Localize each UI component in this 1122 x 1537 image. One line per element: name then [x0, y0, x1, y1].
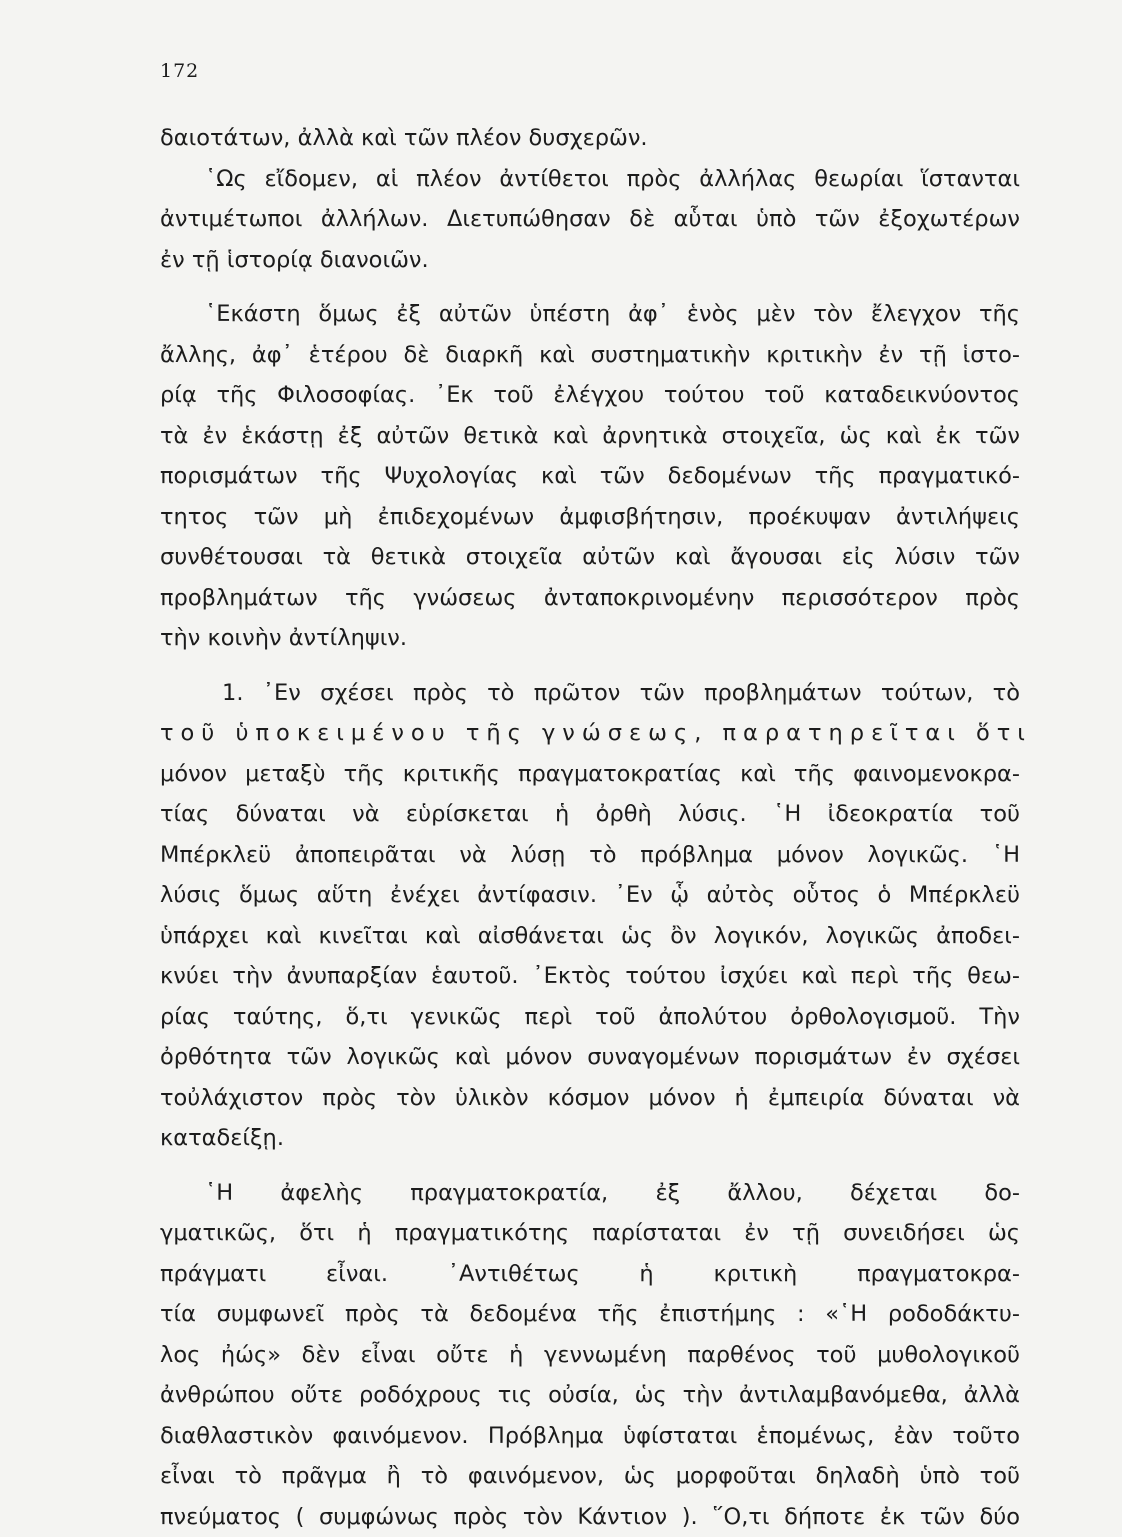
text-line: ρίᾳ τῆς Φιλοσοφίας. ᾿Εκ τοῦ ἐλέγχου τούτου τοῦ καταδεικνύοντος [160, 375, 1020, 416]
text-line: ἀντιμέτωποι ἀλλήλων. Διετυπώθησαν δὲ αὗται ὑπὸ τῶν ἐξοχωτέρων [160, 199, 1020, 240]
text-line: ἄλλης, ἀφ᾿ ἑτέρου δὲ διαρκῆ καὶ συστηματικὴν κριτικὴν ἐν τῇ ἱστο- [160, 335, 1020, 376]
text-line: λύσις ὅμως αὕτη ἐνέχει ἀντίφασιν. ᾿Εν ᾧ αὐτὸς οὗτος ὁ Μπέρκλεϋ [160, 875, 1020, 916]
text-line: τοὐλάχιστον πρὸς τὸν ὑλικὸν κόσμον μόνον ἡ ἐμπειρία δύναται νὰ [160, 1078, 1020, 1119]
text-line: ῾Εκάστη ὅμως ἐξ αὐτῶν ὑπέστη ἀφ᾿ ἑνὸς μὲν τὸν ἔλεγχον τῆς [160, 294, 1020, 335]
paragraph [160, 159, 1020, 281]
paragraph [160, 673, 1020, 1159]
paragraph [160, 294, 1020, 659]
text-line: ἀνθρώπου οὔτε ροδόχρους τις οὐσία, ὡς τὴν ἀντιλαμβανόμεθα, ἀλλὰ [160, 1375, 1020, 1416]
text-line: τίας δύναται νὰ εὑρίσκεται ἡ ὀρθὴ λύσις. ῾Η ἰδεοκρατία τοῦ [160, 794, 1020, 835]
text-line: Μπέρκλεϋ ἀποπειρᾶται νὰ λύσῃ τὸ πρόβλημα μόνον λογικῶς. ῾Η [160, 835, 1020, 876]
text-line: κνύει τὴν ἀνυπαρξίαν ἑαυτοῦ. ᾿Εκτὸς τούτου ἰσχύει καὶ περὶ τῆς θεω- [160, 956, 1020, 997]
text-line: ὀρθότητα τῶν λογικῶς καὶ μόνον συναγομένων πορισμάτων ἐν σχέσει [160, 1037, 1020, 1078]
text-line: πνεύματος ( συμφώνως πρὸς τὸν Κάντιον ). ῞Ο,τι δήποτε ἐκ τῶν δύο [160, 1497, 1020, 1537]
text-line: προβλημάτων τῆς γνώσεως ἀνταποκρινομένην περισσότερον πρὸς [160, 578, 1020, 619]
text-line: λος ἠώς» δὲν εἶναι οὔτε ἡ γεννωμένη παρθένος τοῦ μυθολογικοῦ [160, 1335, 1020, 1376]
text-line: γματικῶς, ὅτι ἡ πραγματικότης παρίσταται ἐν τῇ συνειδήσει ὡς [160, 1213, 1020, 1254]
text-line: 1. ᾿Εν σχέσει πρὸς τὸ πρῶτον τῶν προβλημάτων τούτων, τὸ [160, 673, 1020, 714]
text-line: ὑπάρχει καὶ κινεῖται καὶ αἰσθάνεται ὡς ὂν λογικόν, λογικῶς ἀποδει- [160, 916, 1020, 957]
text-line: τὰ ἐν ἑκάστῃ ἐξ αὐτῶν θετικὰ καὶ ἀρνητικὰ στοιχεῖα, ὡς καὶ ἐκ τῶν [160, 416, 1020, 457]
text-line: δαιοτάτων, ἀλλὰ καὶ τῶν πλέον δυσχερῶν. [160, 118, 1020, 159]
text-line: μόνον μεταξὺ τῆς κριτικῆς πραγματοκρατίας καὶ τῆς φαινομενοκρα- [160, 754, 1020, 795]
paragraph [160, 118, 1020, 159]
text-line: διαθλαστικὸν φαινόμενον. Πρόβλημα ὑφίσταται ἑπομένως, ἐὰν τοῦτο [160, 1416, 1020, 1457]
text-line: τητος τῶν μὴ ἐπιδεχομένων ἀμφισβήτησιν, προέκυψαν ἀντιλήψεις [160, 497, 1020, 538]
text-line: τοῦ ὑποκειμένου τῆς γνώσεως, παρατηρεῖται ὅτι [160, 713, 1020, 754]
body-text [160, 118, 1020, 1537]
text-line: τία συμφωνεῖ πρὸς τὰ δεδομένα τῆς ἐπιστήμης : «῾Η ροδοδάκτυ- [160, 1294, 1020, 1335]
text-line: ῾Ως εἴδομεν, αἱ πλέον ἀντίθετοι πρὸς ἀλλήλας θεωρίαι ἵστανται [160, 159, 1020, 200]
text-line: ρίας ταύτης, ὅ,τι γενικῶς περὶ τοῦ ἀπολύτου ὀρθολογισμοῦ. Τὴν [160, 997, 1020, 1038]
text-line: ἐν τῇ ἱστορίᾳ διανοιῶν. [160, 240, 1020, 281]
text-line: εἶναι τὸ πρᾶγμα ἢ τὸ φαινόμενον, ὡς μορφοῦται δηλαδὴ ὑπὸ τοῦ [160, 1456, 1020, 1497]
text-line: τὴν κοινὴν ἀντίληψιν. [160, 618, 1020, 659]
text-line: πορισμάτων τῆς Ψυχολογίας καὶ τῶν δεδομένων τῆς πραγματικό- [160, 456, 1020, 497]
text-line: πράγματι εἶναι. ᾿Αντιθέτως ἡ κριτικὴ πραγματοκρα- [160, 1254, 1020, 1295]
text-line: συνθέτουσαι τὰ θετικὰ στοιχεῖα αὐτῶν καὶ ἄγουσαι εἰς λύσιν τῶν [160, 537, 1020, 578]
page-number: 172 [160, 60, 199, 82]
paragraph [160, 1173, 1020, 1537]
text-line: ῾Η ἀφελὴς πραγματοκρατία, ἐξ ἄλλου, δέχεται δο- [160, 1173, 1020, 1214]
text-line: καταδείξῃ. [160, 1118, 1020, 1159]
